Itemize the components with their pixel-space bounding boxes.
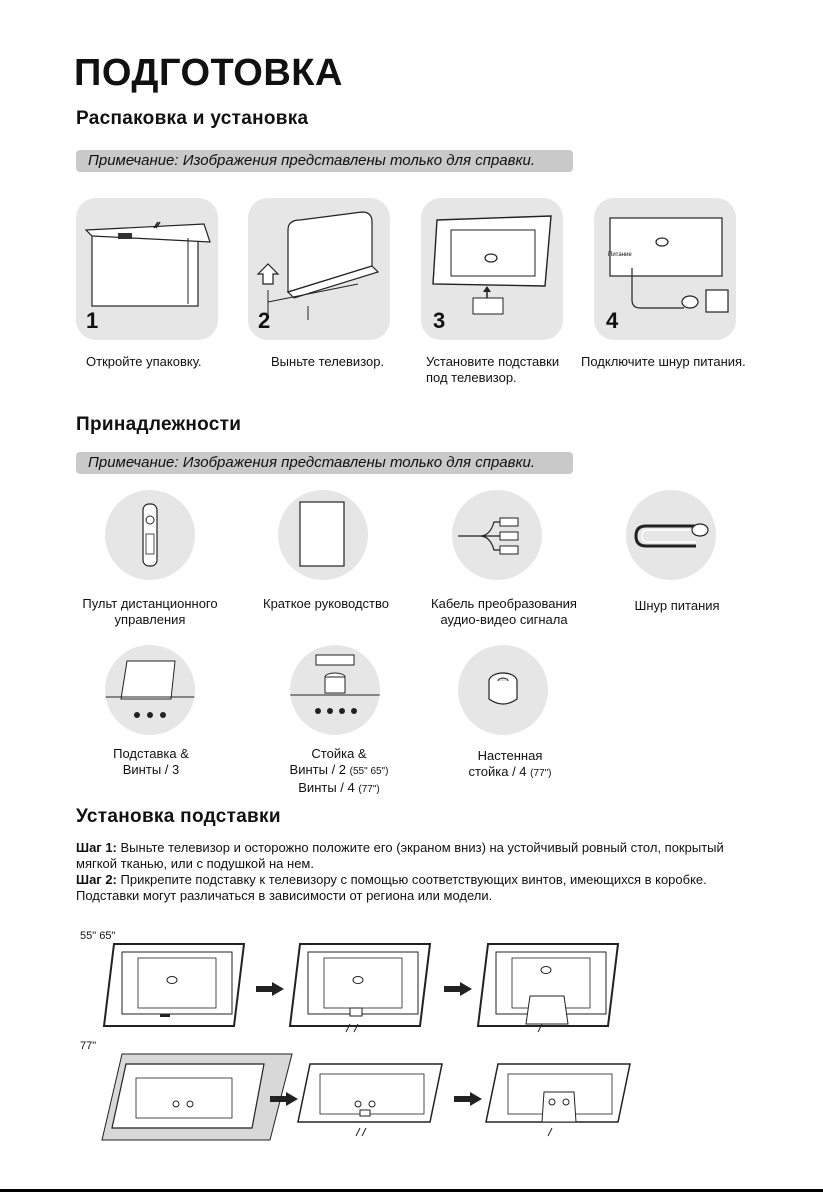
unpack-step-1-number: 1: [86, 308, 99, 333]
manual-icon: [278, 490, 368, 580]
accessory-spacer-label: Настенная стойка / 4 (77"): [468, 748, 552, 779]
page-title: ПОДГОТОВКА: [74, 52, 343, 94]
unpack-step-3-number: 3: [433, 308, 446, 333]
stand-diagram-55-step-a: [100, 940, 248, 1030]
accessory-av-cable: [452, 490, 542, 580]
stand-diagram-77-step-c: [484, 1060, 634, 1140]
unpack-step-2-caption: Выньте телевизор.: [271, 354, 385, 369]
section-accessories-heading: Принадлежности: [76, 414, 242, 435]
unpack-step-2-number: 2: [258, 308, 271, 333]
accessory-remote: [105, 490, 195, 580]
accessory-pillar-screws: [290, 645, 380, 735]
section-stand-heading: Установка подставки: [76, 806, 281, 827]
stand-screws-icon: [105, 645, 195, 735]
power-cable-icon: [626, 490, 716, 580]
arrow-right-icon: [256, 982, 284, 996]
unpack-step-2-card: [248, 198, 390, 340]
unpack-step-3-caption: Установите подставки под телевизор.: [426, 354, 560, 385]
stand-diagram-55-step-c: [474, 940, 622, 1040]
stand-diagram-55-step-b: [286, 940, 434, 1040]
accessory-pillar-label: Стойка & Винты / 2 (55" 65") Винты / 4 (77"): [289, 746, 389, 795]
accessory-manual-label: Краткое руководство: [263, 596, 389, 611]
unpack-step-1-caption: Откройте упаковку.: [86, 354, 202, 369]
av-cable-icon: [452, 490, 542, 580]
arrow-right-icon: [444, 982, 472, 996]
stand-step-1: Шаг 1: Выньте телевизор и осторожно положите его (экраном вниз) на устойчивый ровный стол, покрытый мягкой тканью, или с подушкой на нем.: [76, 840, 724, 871]
accessory-manual: [278, 490, 368, 580]
unpack-step-1-card: [76, 198, 218, 340]
section-unpack-heading: Распаковка и установка: [76, 108, 309, 129]
accessory-wall-spacer: [458, 645, 548, 735]
wall-spacer-icon: [458, 645, 548, 735]
stand-instructions: [76, 840, 756, 904]
stand-diagram-77-step-a: [100, 1050, 296, 1146]
unpack-step-4-caption: Подключите шнур питания.: [581, 354, 746, 369]
stand-diagram-77-step-b: [296, 1060, 446, 1140]
unpack-step-4-card: [594, 198, 736, 340]
note-banner-unpack: Примечание: Изображения представлены только для справки.: [76, 150, 573, 172]
accessory-power-cable-label: Шнур питания: [634, 598, 720, 613]
unpack-step-4-number: 4: [606, 308, 619, 333]
size-label-55-65: 55" 65": [80, 930, 116, 942]
note-banner-accessories: Примечание: Изображения представлены только для справки.: [76, 452, 573, 474]
accessory-power-cable: [626, 490, 716, 580]
remote-icon: [105, 490, 195, 580]
arrow-right-icon: [270, 1092, 298, 1106]
size-label-77: 77": [80, 1040, 97, 1052]
unpack-step-3-card: [421, 198, 563, 340]
accessory-stand-label: Подставка & Винты / 3: [113, 746, 189, 777]
pillar-screws-icon: [290, 645, 380, 735]
power-label: Питание: [608, 252, 632, 258]
arrow-right-icon: [454, 1092, 482, 1106]
accessory-stand-screws: [105, 645, 195, 735]
accessory-remote-label: Пульт дистанционного управления: [82, 596, 218, 627]
stand-step-2: Шаг 2: Прикрепите подставку к телевизору с помощью соответствующих винтов, имеющихся в коробке. Подставки могут различаться в зависимости от региона или модели.: [76, 872, 707, 903]
accessory-av-cable-label: Кабель преобразования аудио-видео сигнала: [431, 596, 577, 627]
